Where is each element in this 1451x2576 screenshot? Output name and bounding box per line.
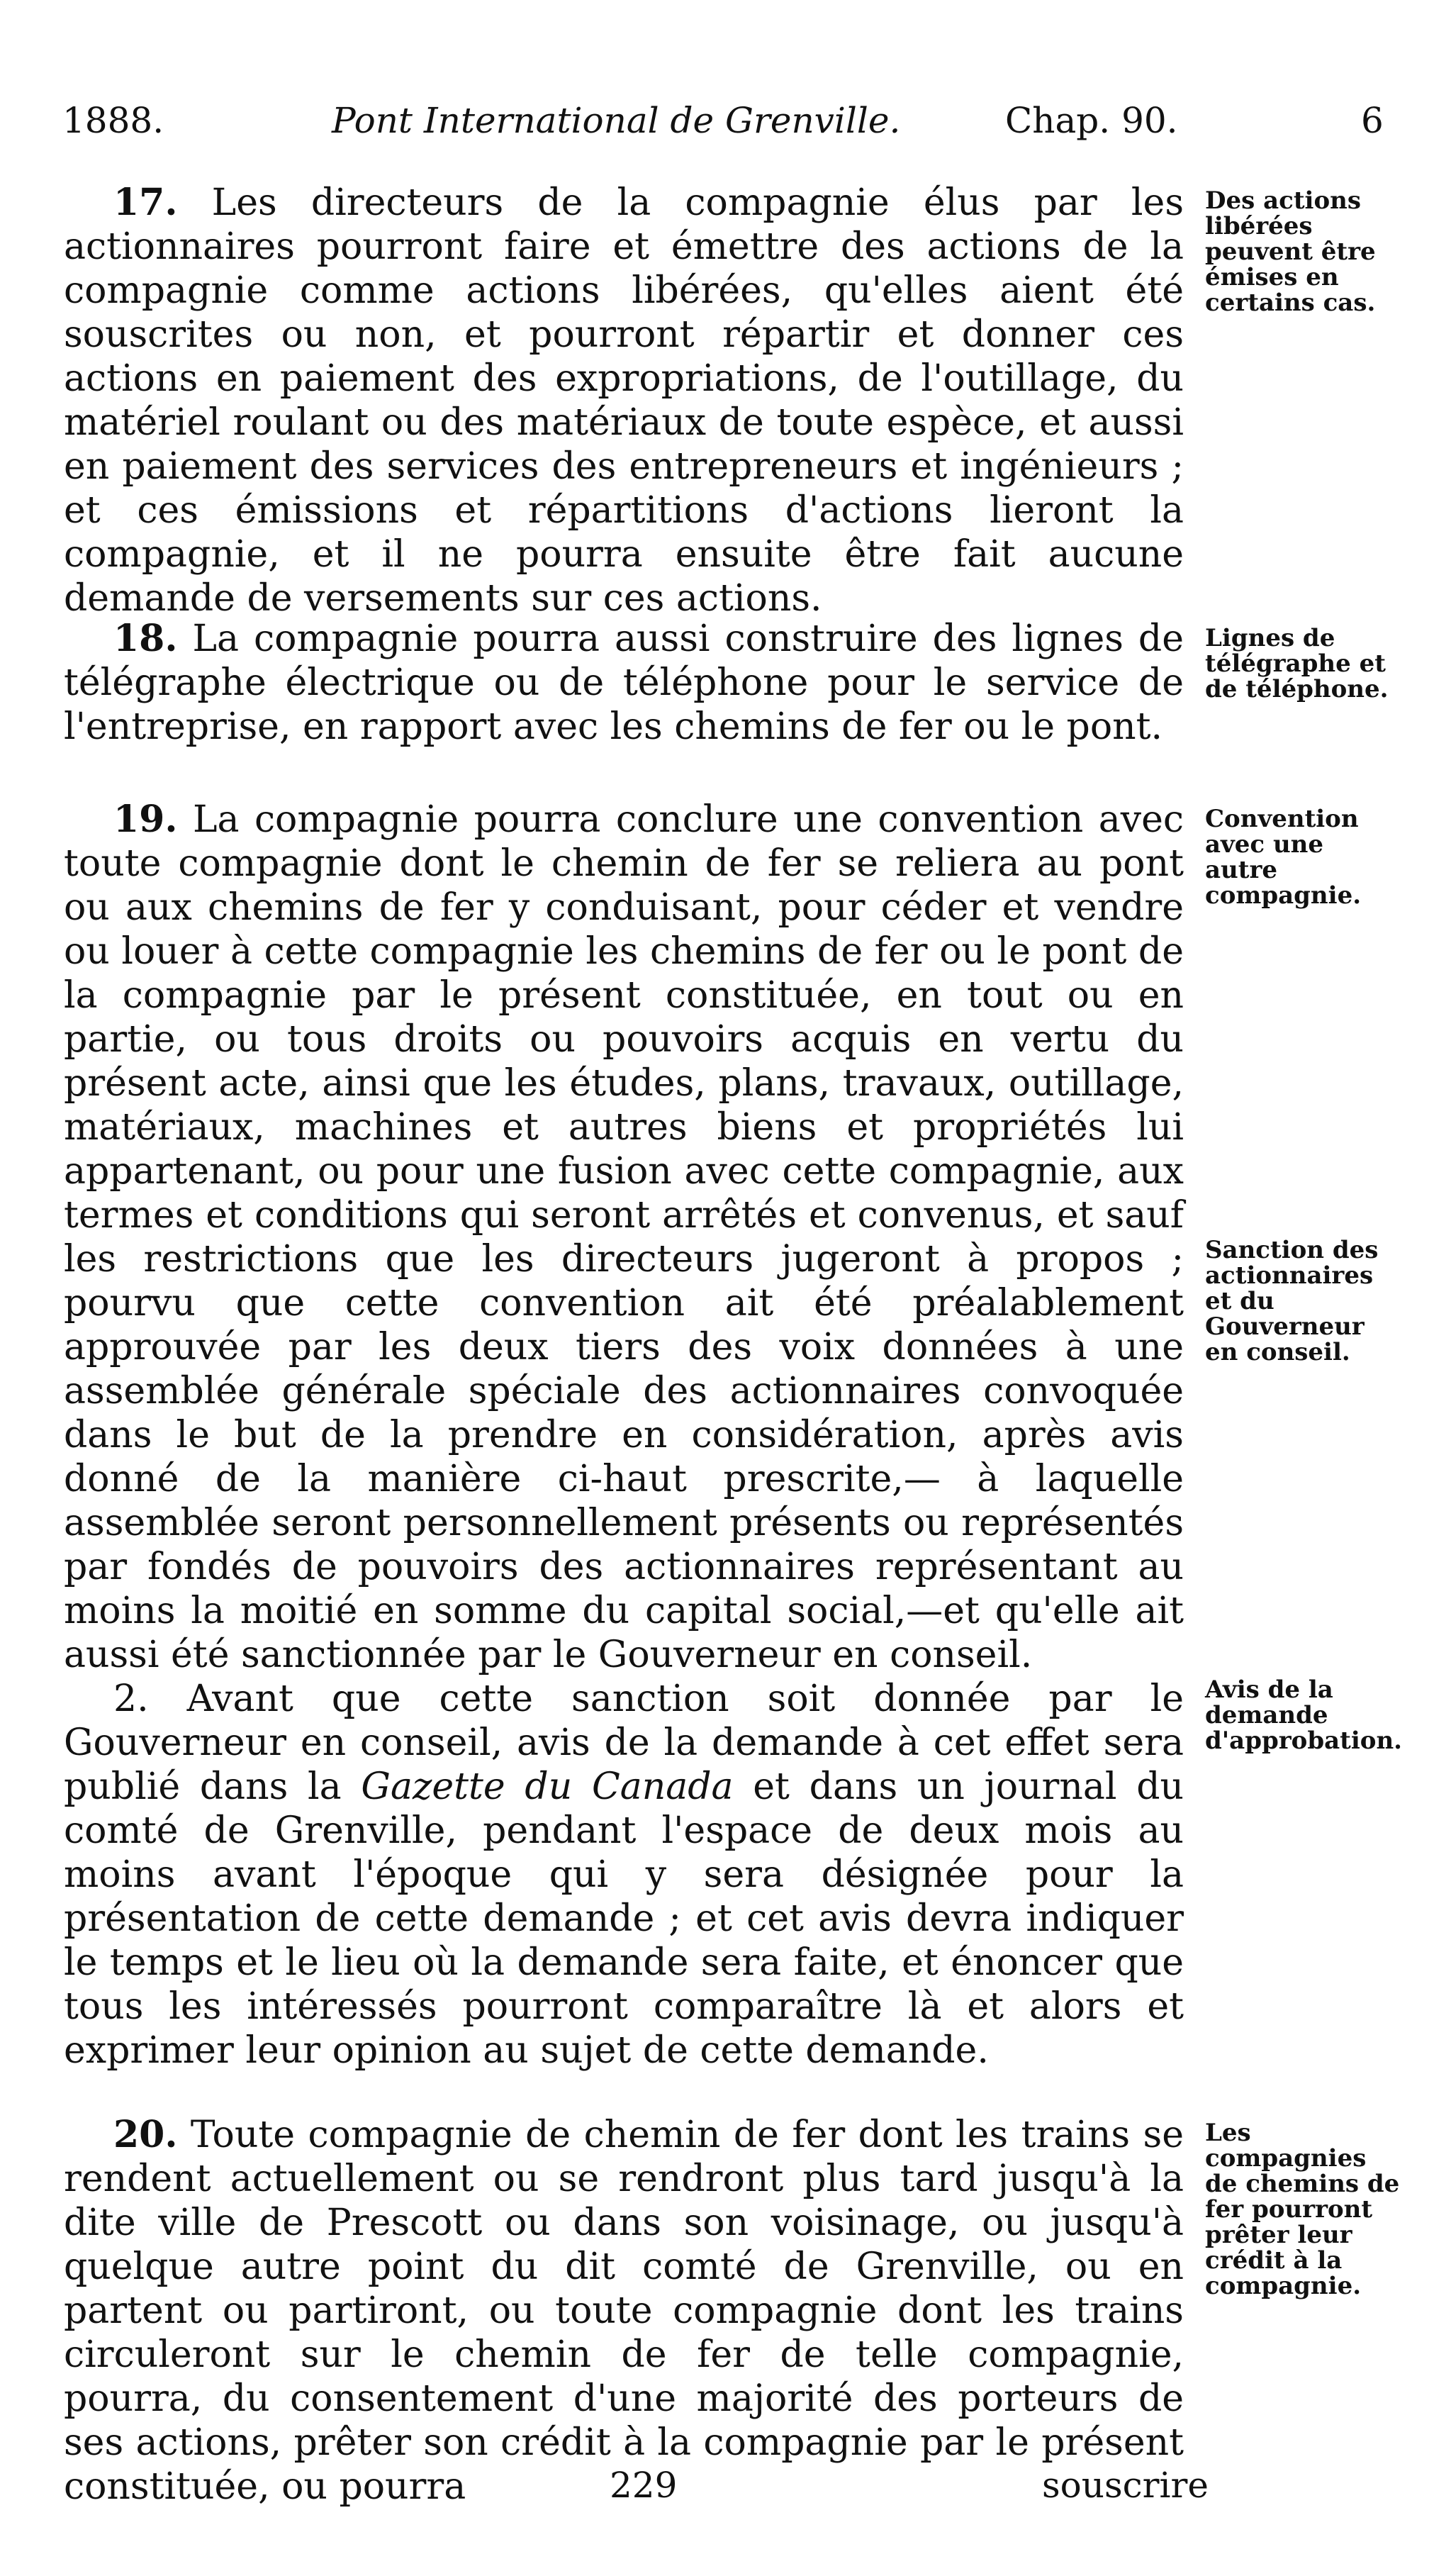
section-19-body [64,798,1184,2073]
section-19-sub2-suffix: et dans un journal du comté de Grenville, pendant l'espace de deux mois au moins avant l'époque qui y sera désignée pour la présentation de cette demande ; et cet avis devra indiquer le temps et le lieu où la demande sera faite, et énoncer que tous les intéressés pourront comparaître là et alors et exprimer leur opinion au sujet de cette demande. [64,1766,1184,2072]
section-19-margin-note-avis: Avis de la demande d'approbation. [1205,1675,1403,1755]
section-19-margin-note-convention: Convention avec une autre compagnie. [1205,805,1362,910]
running-header [62,92,1402,149]
header-page-mark: 6 [1361,100,1384,141]
section-18-number: 18. [113,617,178,660]
section-18-margin-note: Lignes de télégraphe et de téléphone. [1205,624,1389,703]
gazette-title: Gazette du Canada [361,1766,734,1808]
section-19-subsection-2 [64,1677,1184,2073]
section-18-body [64,617,1184,749]
section-20-text: Toute compagnie de chemin de fer dont les trains se rendent actuellement ou se rendront plus tard jusqu'à la dite ville de Prescott ou dans son voisinage, ou jusqu'à quelque autre point du dit comté de Grenville, ou en partent ou partiront, ou toute compagnie dont les trains circuleront sur le chemin de fer de telle compagnie, pourra, du consentement d'une majorité des porteurs de ses actions, prêter son crédit à la compagnie par le présent constituée, ou pourra [64,2114,1184,2508]
section-20-number: 20. [113,2113,178,2156]
header-title: Pont International de Grenville. [332,100,901,141]
section-19-sub2-prefix: 2. Avant que cette sanction soit donnée par le Gouverneur en conseil, avis de la demande à cet effet sera publié dans la [64,1678,1184,1808]
section-19-margin-note-sanction: Sanction des actionnaires et du Gouverneur en conseil. [1205,1236,1379,1366]
folio-number: 229 [610,2465,678,2506]
page-footer [0,2460,1451,2510]
catchword: souscrire [1042,2465,1209,2506]
section-19-text: La compagnie pourra conclure une convention avec toute compagnie dont le chemin de fer se reliera au pont ou aux chemins de fer y conduisant, pour céder et vendre ou louer à cette compagnie les chemins de fer ou le pont de la compagnie par le présent constituée, en tout ou en partie, ou tous droits ou pouvoirs acquis en vertu du présent acte, ainsi que les études, plans, travaux, outillage, matériaux, machines et autres biens et propriétés lui appartenant, ou pour une fusion avec cette compagnie, aux termes et conditions qui seront arrêtés et convenus, et sauf les restrictions que les directeurs jugeront à propos ; pourvu que cette convention ait été préalablement approuvée par les deux tiers des voix données à une assemblée générale spéciale des actionnaires convoquée dans le but de la prendre en considération, après avis donné de la manière ci-haut prescrite,— à laquelle assemblée seront personnellement présents ou représentés par fondés de pouvoirs des actionnaires représentant au moins la moitié en somme du capital social,—et qu'elle ait aussi été sanctionnée par le Gouverneur en conseil. [64,798,1184,1676]
section-17-margin-note: Des actions libérées peuvent être émises en certains cas. [1205,186,1376,317]
section-20-margin-note: Les compagnies de chemins de fer pourront prêter leur crédit à la compagnie. [1205,2119,1400,2300]
section-17-number: 17. [113,181,178,224]
header-year: 1888. [62,100,164,141]
header-chapter: Chap. 90. [1005,100,1178,141]
section-20-body [64,2113,1184,2509]
section-18-text: La compagnie pourra aussi construire des lignes de télégraphe électrique ou de téléphone pour le service de l'entreprise, en rapport avec les chemins de fer ou le pont. [64,618,1184,748]
section-17-body [64,181,1184,620]
section-17-text: Les directeurs de la compagnie élus par les actionnaires pourront faire et émettre des actions de la compagnie comme actions libérées, qu'elles aient été souscrites ou non, et pourront répartir et donner ces actions en paiement des expropriations, de l'outillage, du matériel roulant ou des matériaux de toute espèce, et aussi en paiement des services des entrepreneurs et ingénieurs ; et ces émissions et répartitions d'actions lieront la compagnie, et il ne pourra ensuite être fait aucune demande de versements sur ces actions. [64,182,1184,620]
section-19-number: 19. [113,798,178,841]
